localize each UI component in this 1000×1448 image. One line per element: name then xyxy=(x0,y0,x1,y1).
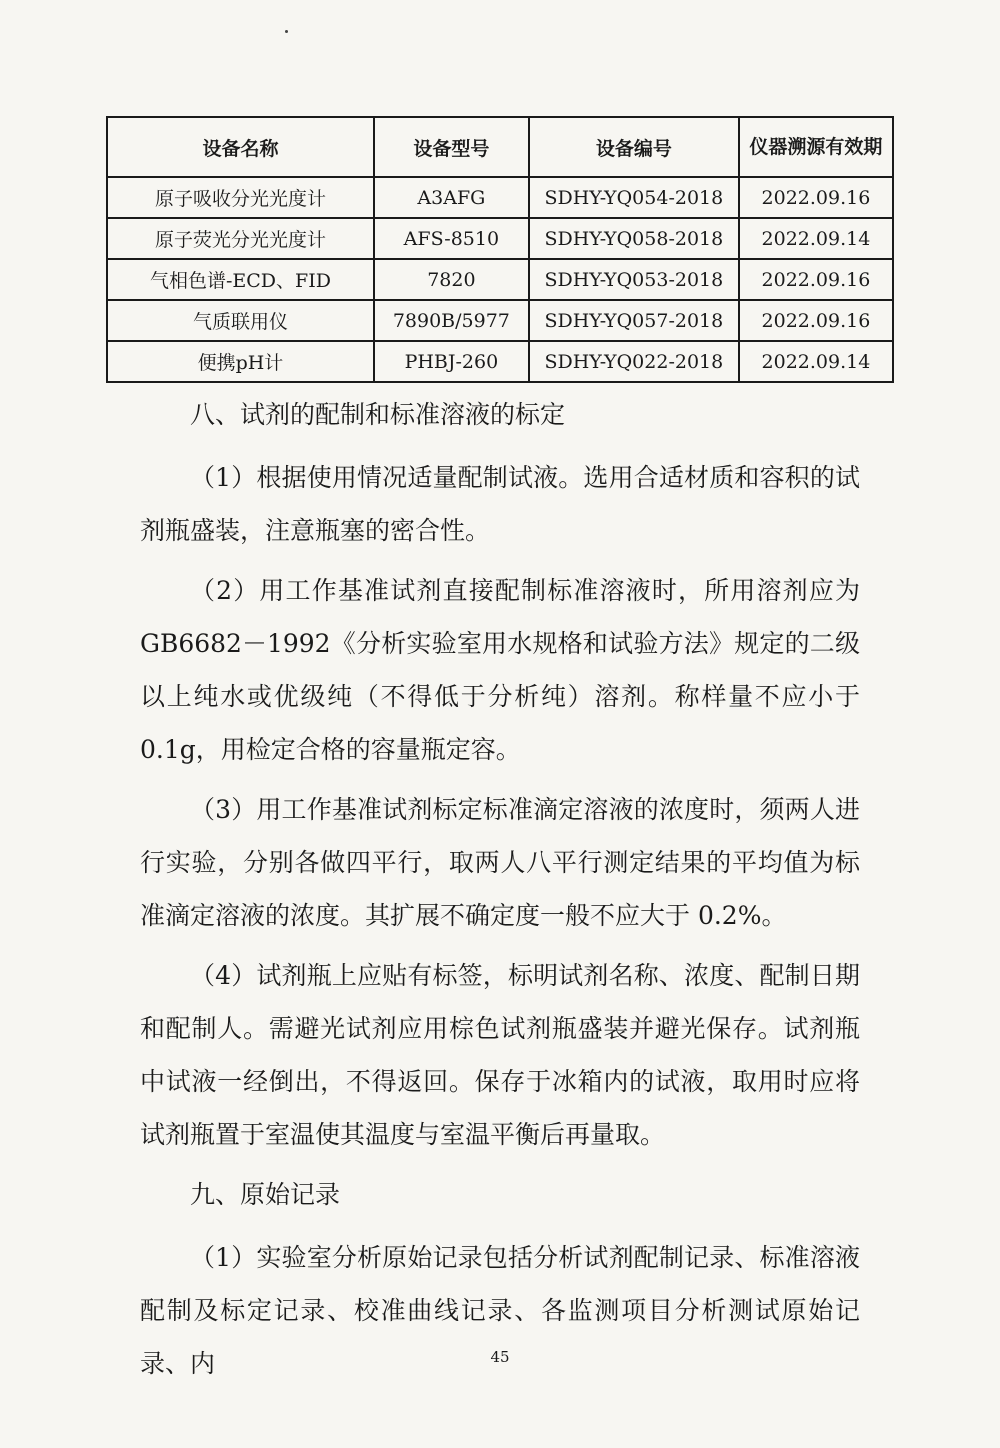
cell-validity: 2022.09.16 xyxy=(739,177,893,218)
cell-model: A3AFG xyxy=(374,177,529,218)
section-8-paragraph-3: （3）用工作基准试剂标定标准滴定溶液的浓度时，须两人进行实验，分别各做四平行，取两人八平行测定结果的平均值为标准滴定溶液的浓度。其扩展不确定度一般不应大于 0.2%。 xyxy=(140,795,860,930)
section-9-paragraph-1: （1）实验室分析原始记录包括分析试剂配制记录、标准溶液配制及标定记录、校准曲线记录、各监测项目分析测试原始记录、内 xyxy=(140,1243,860,1378)
table-row xyxy=(107,341,893,382)
cell-model: AFS-8510 xyxy=(374,218,529,259)
cell-model: PHBJ-260 xyxy=(374,341,529,382)
cell-id: SDHY-YQ058-2018 xyxy=(529,218,739,259)
table-row xyxy=(107,218,893,259)
header-calibration-validity: 仪器溯源有效期 xyxy=(739,117,893,177)
section-9-heading: 九、原始记录 xyxy=(190,1180,341,1209)
cell-id: SDHY-YQ054-2018 xyxy=(529,177,739,218)
section-8-paragraph-4: （4）试剂瓶上应贴有标签，标明试剂名称、浓度、配制日期和配制人。需避光试剂应用棕色试剂瓶盛装并避光保存。试剂瓶中试液一经倒出，不得返回。保存于冰箱内的试液，取用时应将试剂瓶置于室温使其温度与室温平衡后再量取。 xyxy=(140,961,860,1149)
table-header-row xyxy=(107,117,893,177)
cell-name: 便携pH计 xyxy=(107,341,374,382)
table-row xyxy=(107,300,893,341)
document-body xyxy=(140,388,860,1397)
section-8-heading: 八、试剂的配制和标准溶液的标定 xyxy=(190,400,566,429)
header-device-model: 设备型号 xyxy=(374,117,529,177)
header-device-name: 设备名称 xyxy=(107,117,374,177)
equipment-table xyxy=(106,116,894,383)
cell-id: SDHY-YQ057-2018 xyxy=(529,300,739,341)
cell-validity: 2022.09.14 xyxy=(739,341,893,382)
cell-name: 气相色谱-ECD、FID xyxy=(107,259,374,300)
header-device-id: 设备编号 xyxy=(529,117,739,177)
cell-name: 气质联用仪 xyxy=(107,300,374,341)
cell-name: 原子荧光分光光度计 xyxy=(107,218,374,259)
table-row xyxy=(107,259,893,300)
table-row xyxy=(107,177,893,218)
cell-validity: 2022.09.16 xyxy=(739,300,893,341)
cell-validity: 2022.09.16 xyxy=(739,259,893,300)
page-number: 45 xyxy=(490,1348,510,1366)
section-8-paragraph-1: （1）根据使用情况适量配制试液。选用合适材质和容积的试剂瓶盛装，注意瓶塞的密合性。 xyxy=(140,463,860,545)
cell-validity: 2022.09.14 xyxy=(739,218,893,259)
cell-id: SDHY-YQ053-2018 xyxy=(529,259,739,300)
cell-id: SDHY-YQ022-2018 xyxy=(529,341,739,382)
section-8-paragraph-2: （2）用工作基准试剂直接配制标准溶液时，所用溶剂应为GB6682－1992《分析实验室用水规格和试验方法》规定的二级以上纯水或优级纯（不得低于分析纯）溶剂。称样量不应小于 0.1g，用检定合格的容量瓶定容。 xyxy=(140,576,860,764)
cell-name: 原子吸收分光光度计 xyxy=(107,177,374,218)
cell-model: 7890B/5977 xyxy=(374,300,529,341)
cell-model: 7820 xyxy=(374,259,529,300)
scan-speck xyxy=(285,30,288,33)
